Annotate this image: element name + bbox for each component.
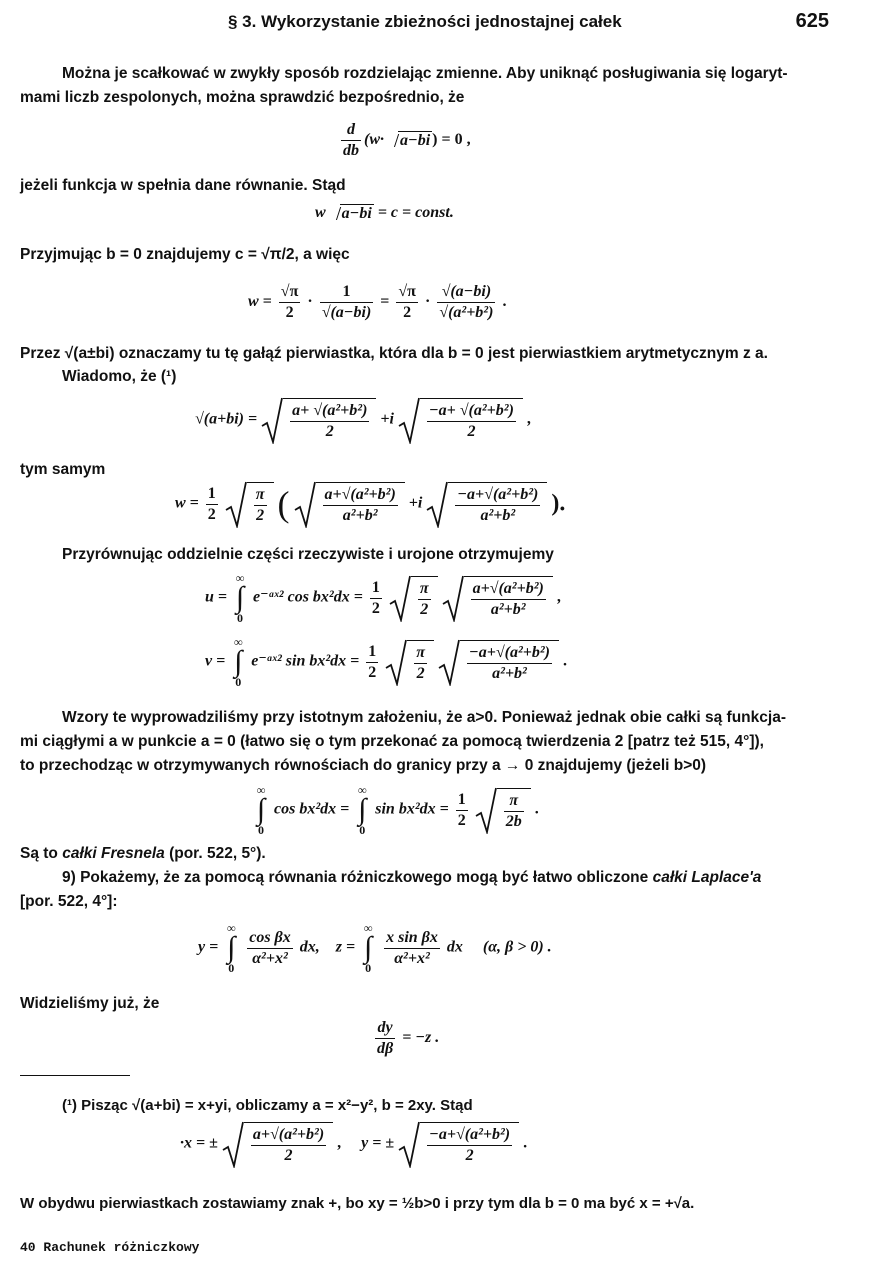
frac-numerator: 1 [320,282,374,303]
frac-denominator: a²+b² [490,601,526,618]
frac-numerator: a+√(a²+b²) [471,579,546,600]
eq-text: = −z . [402,1029,440,1047]
eq-text: ·x = ± [180,1134,218,1152]
frac-denominator: 2 [368,663,377,681]
frac-denominator: 2 [416,665,425,682]
fraction [370,578,382,619]
frac-numerator: a+√(a²+b²) [251,1125,326,1146]
frac-numerator: π [418,579,431,600]
frac-denominator: 2 [465,1147,474,1164]
integral-sign: ∞ ∫ 0 [256,783,266,837]
text: 9) Pokażemy, że za pomocą równania różniczkowego mogą być łatwo obliczone [62,869,649,886]
equation-derivative [338,120,471,161]
eq-text: √(a+bi) = [195,410,258,428]
frac-denominator: √(a−bi) [321,304,372,321]
eq-text: w = [175,494,199,512]
frac-numerator: a+√(a²+b²) [323,485,398,506]
big-sqrt [398,398,523,442]
equation-fresnel [252,784,539,836]
frac-numerator: −a+√(a²+b²) [427,1125,512,1146]
fraction [504,791,524,832]
paragraph-7-line-1: Wzory te wyprowadziliśmy przy istotnym założeniu, że a>0. Ponieważ jednak obie całki są funkcja- [62,709,786,726]
eq-text: ). [551,490,566,517]
frac-denominator: √(a²+b²) [439,304,494,321]
big-sqrt [438,640,559,684]
paragraph-9-line-1 [20,866,840,889]
paragraph-7-line-2: mi ciągłymi a w punkcie a = 0 (łatwo się o tym przekonać za pomocą twierdzenia 2 [patrz też 515, 4°]), [20,733,764,750]
paragraph-10: Widzieliśmy już, że [20,995,160,1012]
eq-text: y = [198,938,219,956]
emphasis: całki Laplace'a [652,869,762,886]
equation-sqrt-expansion [195,398,531,442]
fraction [384,928,440,969]
big-sqrt [475,788,531,832]
eq-text: sin bx²dx = [375,800,449,818]
eq-text: w [315,204,326,222]
fraction [323,485,398,526]
paragraph-6: Przyrównując oddzielnie części rzeczywiste i urojone otrzymujemy [62,546,554,563]
paragraph-2: jeżeli funkcja w spełnia dane równanie. Stąd [20,177,346,194]
frac-numerator: 1 [206,484,218,505]
big-sqrt [426,482,547,526]
sqrt [386,131,432,150]
big-sqrt [225,482,274,526]
eq-text: . [502,293,507,311]
radicand: a−bi [341,205,372,222]
paragraph-1-line-1: Można je scałkować w zwykły sposób rozdzielając zmienne. Aby uniknąć posługiwania się logaryt- [62,65,788,82]
equation-w [248,282,506,323]
open-paren: ( [277,484,290,524]
equation-w-expanded [175,482,565,526]
frac-numerator: 1 [456,790,468,811]
frac-denominator: 2 [403,304,412,321]
frac-denominator: 2 [256,507,265,524]
emphasis: całki Fresnela [62,845,165,862]
frac-denominator: 2 [207,505,216,523]
frac-numerator: −a+ √(a²+b²) [427,401,516,422]
fraction [320,282,374,323]
text: (por. 522, 5°). [169,845,266,862]
frac-numerator: dy [375,1018,395,1039]
fraction [414,643,427,684]
eq-text: e⁻ᵃˣ² cos bx²dx = [253,588,363,606]
frac-numerator: d [341,120,361,141]
text: Są to [20,845,58,862]
footnote-line-2: W obydwu pierwiastkach zostawiamy znak +, bo xy = ½b>0 i przy tym dla b = 0 ma być x = +√a. [20,1195,695,1212]
sqrt [328,204,374,223]
running-title: § 3. Wykorzystanie zbieżności jednostajnej całek [228,12,622,31]
eq-text: (α, β > 0) . [482,938,552,956]
paragraph-1-line-2: mami liczb zespolonych, można sprawdzić bezpośrednio, że [20,89,465,106]
eq-text: , [337,1134,342,1152]
frac-denominator: 2b [505,813,522,830]
frac-denominator: 2 [420,601,429,618]
integral-sign: ∞ ∫ 0 [363,921,373,975]
big-sqrt [398,1122,519,1166]
fraction [366,642,378,683]
footnote-divider [20,1075,130,1076]
frac-denominator: dβ [377,1040,394,1057]
eq-text: , [556,588,561,606]
fraction [427,1125,512,1166]
frac-denominator: α²+x² [394,949,430,967]
frac-denominator: a²+b² [342,507,378,524]
fraction [396,282,418,323]
fraction [254,485,267,526]
page-number: 625 [795,10,829,32]
eq-text: . [534,800,539,818]
paragraph-5: tym samym [20,461,106,478]
integral-sign: ∞ ∫ 0 [233,635,243,689]
paragraph-4-line-1: Przez √(a±bi) oznaczamy tu tę gałąź pierwiastka, która dla b = 0 jest pierwiastkiem arytmetycznym z a. [20,345,768,362]
fraction-d-db [341,120,361,161]
frac-numerator: x sin βx [384,928,440,949]
frac-denominator: 2 [467,423,476,440]
frac-denominator: db [343,142,359,159]
fraction [455,485,540,526]
fraction [375,1018,395,1059]
eq-text: ) = 0 , [432,131,471,149]
big-sqrt [389,576,438,620]
eq-text: v = [205,652,226,670]
fraction [427,401,516,442]
eq-text: +i [380,410,394,428]
paragraph-9-line-2: [por. 522, 4°]: [20,893,118,910]
frac-numerator: −a+√(a²+b²) [467,643,552,664]
frac-denominator: α²+x² [252,949,288,967]
eq-text: · [424,293,431,311]
radicand: a−bi [400,132,431,149]
fraction [467,643,552,684]
integral-sign: ∞ ∫ 0 [357,783,367,837]
frac-denominator: 2 [457,811,466,829]
equation-footnote [180,1122,527,1166]
eq-text: e⁻ᵃˣ² sin bx²dx = [251,652,360,670]
frac-denominator: 2 [285,304,294,321]
paragraph-8 [20,842,840,865]
frac-denominator: 2 [371,599,380,617]
equation-u [205,572,561,624]
fraction [418,579,431,620]
fraction [290,401,369,442]
equation-const [315,204,454,223]
fraction [437,282,495,323]
eq-text: cos bx²dx = [274,800,350,818]
footnote-line-1: (¹) Pisząc √(a+bi) = x+yi, obliczamy a = x²−y², b = 2xy. Stąd [62,1097,473,1114]
printer-imprint: 40 Rachunek różniczkowy [20,1240,200,1255]
eq-text: dx, [299,938,320,956]
paragraph-7-line-3: to przechodząc w otrzymywanych równościach do granicy przy a → 0 znajdujemy (jeżeli b>0) [20,757,707,774]
equation-dy-dbeta [372,1018,439,1059]
frac-denominator: a²+b² [480,507,516,524]
frac-numerator: √π [396,282,418,303]
fraction [247,928,293,969]
frac-numerator: cos βx [247,928,293,949]
frac-denominator: a²+b² [492,665,527,682]
eq-text: +i [408,494,423,512]
eq-text: = [380,293,390,311]
frac-numerator: 1 [366,642,378,663]
eq-text: · [307,293,313,311]
frac-numerator: π [504,791,524,812]
big-sqrt [222,1122,333,1166]
eq-text: y = ± [361,1134,395,1152]
big-sqrt [294,482,405,526]
frac-numerator: π [414,643,427,664]
eq-text: . [562,652,567,670]
frac-numerator: π [254,485,267,506]
paragraph-4-line-2: Wiadomo, że (¹) [62,368,177,385]
frac-numerator: √π [279,282,301,303]
integral-sign: ∞ ∫ 0 [235,571,245,625]
eq-text: dx [446,938,463,956]
frac-numerator: a+ √(a²+b²) [290,401,369,422]
eq-text: w = [248,293,272,311]
eq-text: . [523,1134,528,1152]
fraction [456,790,468,831]
eq-text: u = [205,588,228,606]
frac-numerator: 1 [370,578,382,599]
equation-v [205,636,567,688]
eq-text: z = [335,938,356,956]
integral-sign: ∞ ∫ 0 [226,921,236,975]
paragraph-3: Przyjmując b = 0 znajdujemy c = √π/2, a więc [20,246,350,263]
eq-text: = c = const. [377,204,454,222]
eq-text: (w· [364,131,384,149]
big-sqrt [442,576,553,620]
fraction [251,1125,326,1166]
big-sqrt [261,398,376,442]
frac-numerator: √(a−bi) [437,282,495,303]
frac-numerator: −a+√(a²+b²) [455,485,540,506]
big-sqrt [385,640,434,684]
eq-text: , [526,410,531,428]
fraction [279,282,301,323]
page-header [0,6,893,42]
fraction [471,579,546,620]
fraction [206,484,218,525]
frac-denominator: 2 [325,423,334,440]
equation-laplace [198,922,552,974]
frac-denominator: 2 [284,1147,293,1164]
